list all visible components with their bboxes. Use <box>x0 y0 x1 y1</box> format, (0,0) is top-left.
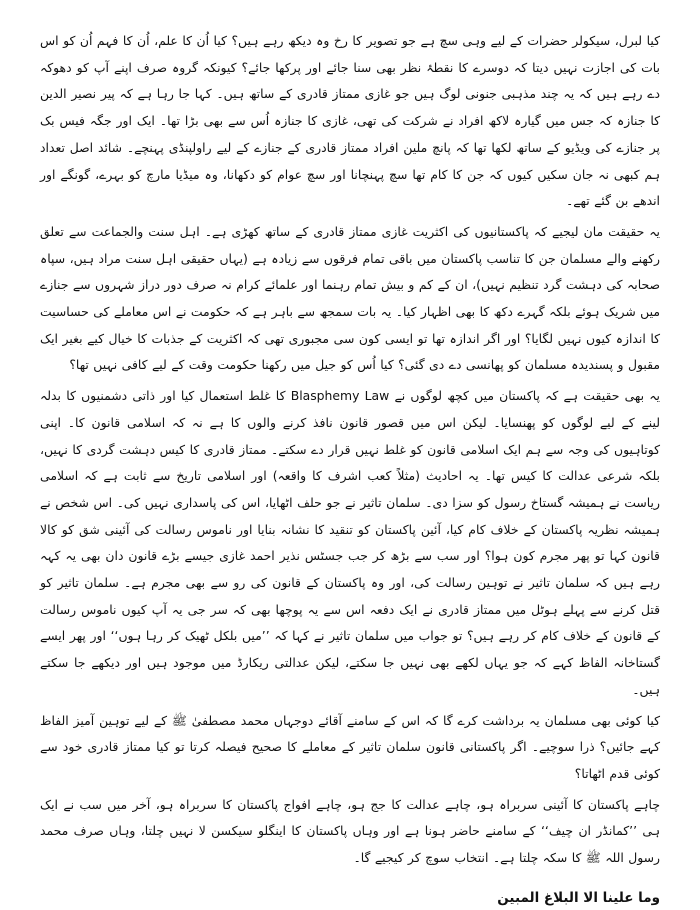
paragraph-3: یہ بھی حقیقت ہے کہ پاکستان میں کچھ لوگوں نے Blasphemy Law کا غلط استعمال کیا اور ذاتی دشمنیوں کا بدلہ لینے کے لیے لوگوں کو پھنسایا۔ لیکن اس میں قصور قانون نافذ کرنے والوں کا ہے نہ کہ اسلامی قانون کا۔ اپنی کوتاہیوں کی وجہ سے ہم ایک اسلامی قانون کو غلط نہیں قرار دے سکتے۔ ممتاز قادری کا کیس دہشت گردی کا نہیں، بلکہ شرعی عدالت کا کیس تھا۔ یہ احادیث (مثلاً کعب اشرف کا واقعہ) اور اسلامی تاریخ سے ثابت ہے کہ اسلامی ریاست نے ہمیشہ گستاخ رسول کو سزا دی۔ سلمان تاثیر نے جو حلف اٹھایا، اس کی پاسداری نہیں کی۔ اس شخص نے ہمیشہ نظریہ پاکستان کے خلاف کام کیا، آئین پاکستان کو تنقید کا نشانہ بنایا اور ناموس رسالت کی آئینی شق کو کالا قانون کہا تو پھر مجرم کون ہوا؟ اور سب سے بڑھ کر جب جسٹس نذیر احمد غازی جیسے بڑے قانون دان بھی یہ کہہ رہے ہیں کہ سلمان تاثیر نے توہین رسالت کی، اور وہ پاکستان کے قانون کی رو سے بھی مجرم ہے۔ سلمان تاثیر کو قتل کرنے سے پہلے ہوٹل میں ممتاز قادری نے ایک دفعہ اس سے یہ پوچھا بھی کہ سر جی یہ آپ کیوں ناموس رسالت کے قانون کے خلاف کام کر رہے ہیں؟ تو جواب میں سلمان تاثیر نے کہا کہ ’’میں بلکل ٹھیک کر رہا ہوں‘‘ اور پھر ایسے گستاخانہ الفاظ کہے کہ جو یہاں لکھے بھی نہیں جا سکتے، لیکن عدالتی ریکارڈ میں موجود ہیں اور دیکھے جا سکتے ہیں۔ <box>40 388 660 697</box>
paragraph-2: یہ حقیقت مان لیجیے کہ پاکستانیوں کی اکثریت غازی ممتاز قادری کے ساتھ کھڑی ہے۔ اہل سنت والجماعت سے تعلق رکھنے والے مسلمان جن کا تناسب پاکستان میں باقی تمام فرقوں سے زیادہ ہے (یہاں حقیقی اہل سنت مراد ہیں، سپاہ صحابہ کی دہشت گرد تنظیم نہیں)، ان کے کم و بیش تمام رہنما اور علمائے کرام نہ صرف دور دراز شہروں سے جنازے میں شریک ہوئے بلکہ گہرے دکھ کا بھی اظہار کیا۔ یہ بات سمجھ سے باہر ہے کہ حکومت نے اس معاملے کی حساسیت کا اندازہ کیوں نہیں لگایا؟ اور اگر اندازہ تھا تو ایسی کون سی مجبوری تھی کہ اکثریت کے جذبات کا خیال کیے بغیر ایک مقبول و پسندیدہ مسلمان کو پھانسی دے دی گئی؟ کیا اُس کو جیل میں رکھنا حکومت وقت کے لیے کافی نہیں تھا؟ <box>40 223 660 373</box>
article-body <box>40 28 660 910</box>
paragraph-4: کیا کوئی بھی مسلمان یہ برداشت کرے گا کہ اس کے سامنے آقائے دوجہاں محمد مصطفیٰ ﷺ کے لیے توہین آمیز الفاظ کہے جائیں؟ ذرا سوچیے۔ اگر پاکستانی قانون سلمان تاثیر کے معاملے کا صحیح فیصلہ کرتا تو کیا ممتاز قادری خود سے کوئی قدم اٹھاتا؟ <box>40 712 660 781</box>
paragraph-5: چاہے پاکستان کا آئینی سربراہ ہو، چاہے عدالت کا جج ہو، چاہے افواج پاکستان کا سربراہ ہو، آخر میں سب نے ایک ہی ’’کمانڈر ان چیف‘‘ کے سامنے حاضر ہونا ہے اور وہاں پاکستان کا اینگلو سیکسن لا نہیں چلتا، وہاں صرف محمد رسول اللہ ﷺ کا سکہ چلتا ہے۔ انتخاب سوچ کر کیجیے گا۔ <box>40 796 660 866</box>
paragraph-1: کیا لبرل، سیکولر حضرات کے لیے وہی سچ ہے جو تصویر کا رخ وہ دیکھ رہے ہیں؟ کیا اُن کا علم، اُن کا فہم اُن کو اس بات کی اجازت نہیں دیتا کہ دوسرے کا نقطۂ نظر بھی سنا جائے اور پرکھا جائے؟ کیونکہ گروہ صرف اپنے آپ کو دھوکہ دے رہے ہیں کہ یہ چند مذہبی جنونی لوگ ہیں جو غازی ممتاز قادری کے ساتھ ہیں۔ کہا جا رہا ہے کہ پیر نصیر الدین کا جنازہ کہ جس میں گیارہ لاکھ افراد نے شرکت کی تھی، غازی کا جنازہ اُس سے بھی بڑا تھا۔ ایک اور جگہ فیس بک پر جنازے کی ویڈیو کے ساتھ لکھا تھا کہ پانچ ملین افراد ممتاز قادری کے جنازے کے لیے راولپنڈی پہنچے۔ شائد اصل تعداد ہم کبھی نہ جان سکیں کیوں کہ جن کا کام تھا سچ پہنچانا اور سچ عوام کو دکھانا، وہ میڈیا مارچ کو بہرے، گونگے اور اندھے بن گئے تھے۔ <box>40 33 660 209</box>
closing-line: وما علینا الا البلاغ المبین <box>497 889 660 906</box>
